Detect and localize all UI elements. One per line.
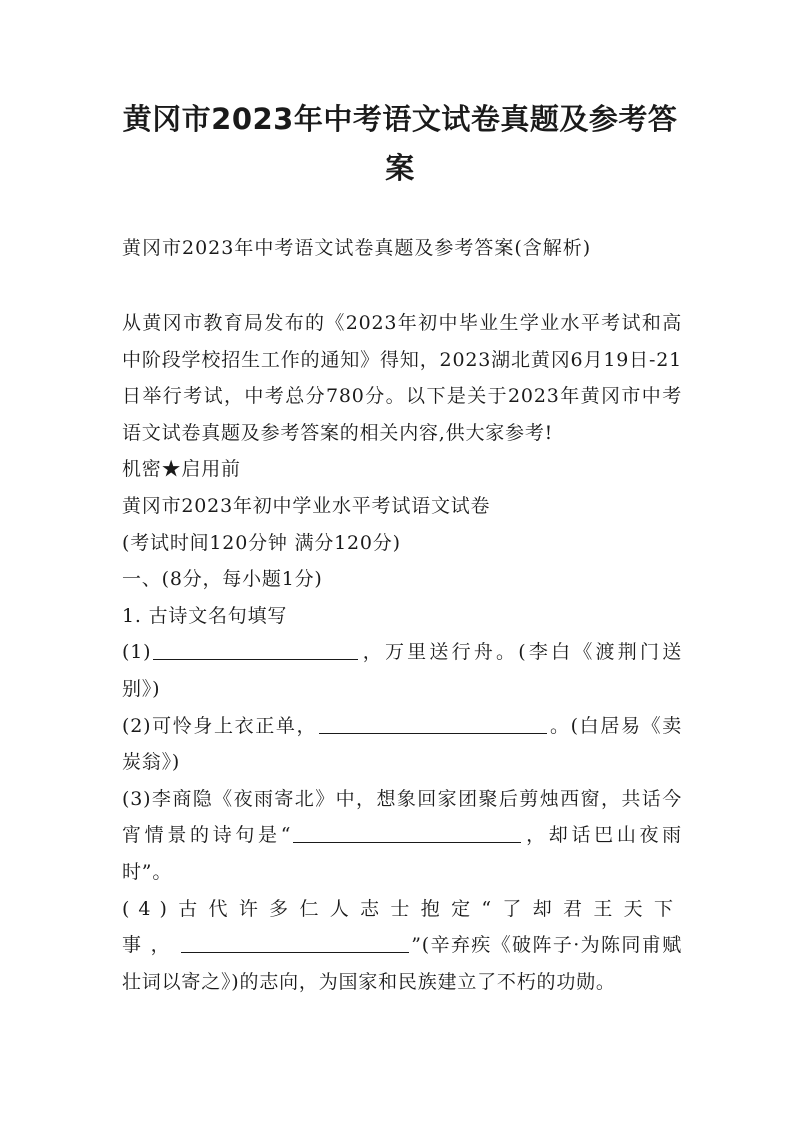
item-prefix: (4)古代许多仁人志士抱定“了却君王天下事， [122,897,682,957]
question-item-2 [122,708,682,781]
item-suffix: ，万里送行舟。(李白《渡荆门送别》) [122,641,682,700]
item-suffix: ”(辛弃疾《破阵子·为陈同甫赋壮词以寄之》)的志向，为国家和民族建立了不朽的功勋。 [122,934,682,993]
answer-blank [319,711,547,734]
item-suffix: 。(白居易《卖炭翁》) [122,714,683,774]
item-prefix: (1) [122,641,152,664]
item-suffix: ，却话巴山夜雨时”。 [122,824,682,883]
intro-paragraph: 从黄冈市教育局发布的《2023年初中毕业生学业水平考试和高中阶段学校招生工作的通知》得知，2023湖北黄冈6月19日-21日举行考试，中考总分780分。以下是关于2023年黄冈市中考语文试卷真题及参考答案的相关内容,供大家参考! [122,312,682,444]
item-prefix: (3)李商隐《夜雨寄北》中，想象回家团聚后剪烛西窗，共话今宵情景的诗句是“ [122,787,682,847]
document-title: 黄冈市2023年中考语文试卷真题及参考答案 [122,102,678,185]
question-item-1 [122,634,682,707]
document-body [122,305,682,1000]
section-heading: 一、(8分，每小题1分) [122,568,323,591]
exam-title: 黄冈市2023年初中学业水平考试语文试卷 [122,494,491,517]
item-prefix: (2)可怜身上衣正单， [122,714,318,737]
confidential-label: 机密★启用前 [122,458,241,481]
question-heading: 1. 古诗文名句填写 [122,604,288,627]
question-item-4 [122,891,682,1001]
document-subtitle: 黄冈市2023年中考语文试卷真题及参考答案(含解析) [122,237,592,259]
exam-info: (考试时间120分钟 满分120分) [122,531,401,554]
answer-blank [153,637,358,660]
answer-blank [181,930,409,953]
question-item-3 [122,781,682,891]
answer-blank [293,820,521,843]
